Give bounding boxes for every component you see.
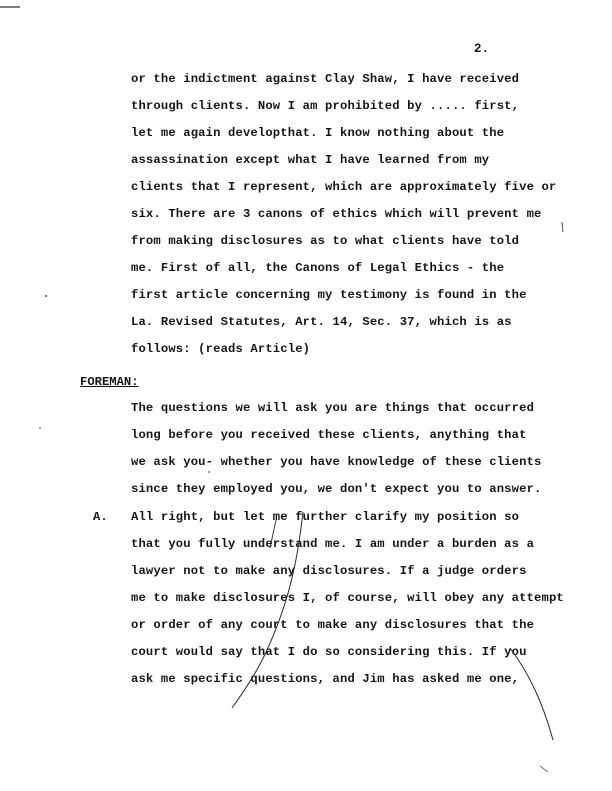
answer-marker: A.	[93, 510, 108, 524]
text-line: assassination except what I have learned from my	[131, 153, 490, 167]
text-line: long before you received these clients, anything that	[131, 428, 527, 442]
page-number: 2.	[474, 42, 490, 56]
text-line: since they employed you, we don't expect you to answer.	[131, 482, 542, 496]
scan-speck	[45, 295, 47, 297]
scan-speck	[39, 427, 41, 429]
text-line: court would say that I do so considering this. If you	[131, 645, 527, 659]
text-line: or order of any court to make any disclosures that the	[131, 618, 535, 632]
text-line: The questions we will ask you are things that occurred	[131, 401, 535, 415]
text-line: through clients. Now I am prohibited by ..... first,	[131, 99, 520, 113]
text-line: or the indictment against Clay Shaw, I have received	[131, 72, 520, 86]
text-line: follows: (reads Article)	[131, 342, 311, 356]
text-line: lawyer not to make any disclosures. If a judge orders	[131, 564, 527, 578]
text-line: me to make disclosures I, of course, will obey any attempt	[131, 591, 564, 605]
text-line: let me again developthat. I know nothing about the	[131, 126, 505, 140]
speaker-label: FOREMAN:	[80, 375, 139, 389]
text-line: from making disclosures as to what clients have told	[131, 234, 520, 248]
margin-tick	[562, 222, 563, 232]
text-line: ask me specific questions, and Jim has asked me one,	[131, 672, 520, 686]
pen-stroke	[510, 648, 553, 740]
scan-speck	[540, 766, 548, 772]
text-line: we ask you- whether you have knowledge of these clients	[131, 455, 542, 469]
text-line: clients that I represent, which are approximately five or	[131, 180, 557, 194]
text-line: six. There are 3 canons of ethics which will prevent me	[131, 207, 542, 221]
text-line: first article concerning my testimony is found in the	[131, 288, 527, 302]
text-line: that you fully understand me. I am under a burden as a	[131, 537, 535, 551]
text-line: La. Revised Statutes, Art. 14, Sec. 37, which is as	[131, 315, 512, 329]
scan-speck	[208, 471, 210, 473]
text-line: me. First of all, the Canons of Legal Ethics - the	[131, 261, 505, 275]
text-line: All right, but let me further clarify my position so	[131, 510, 520, 524]
